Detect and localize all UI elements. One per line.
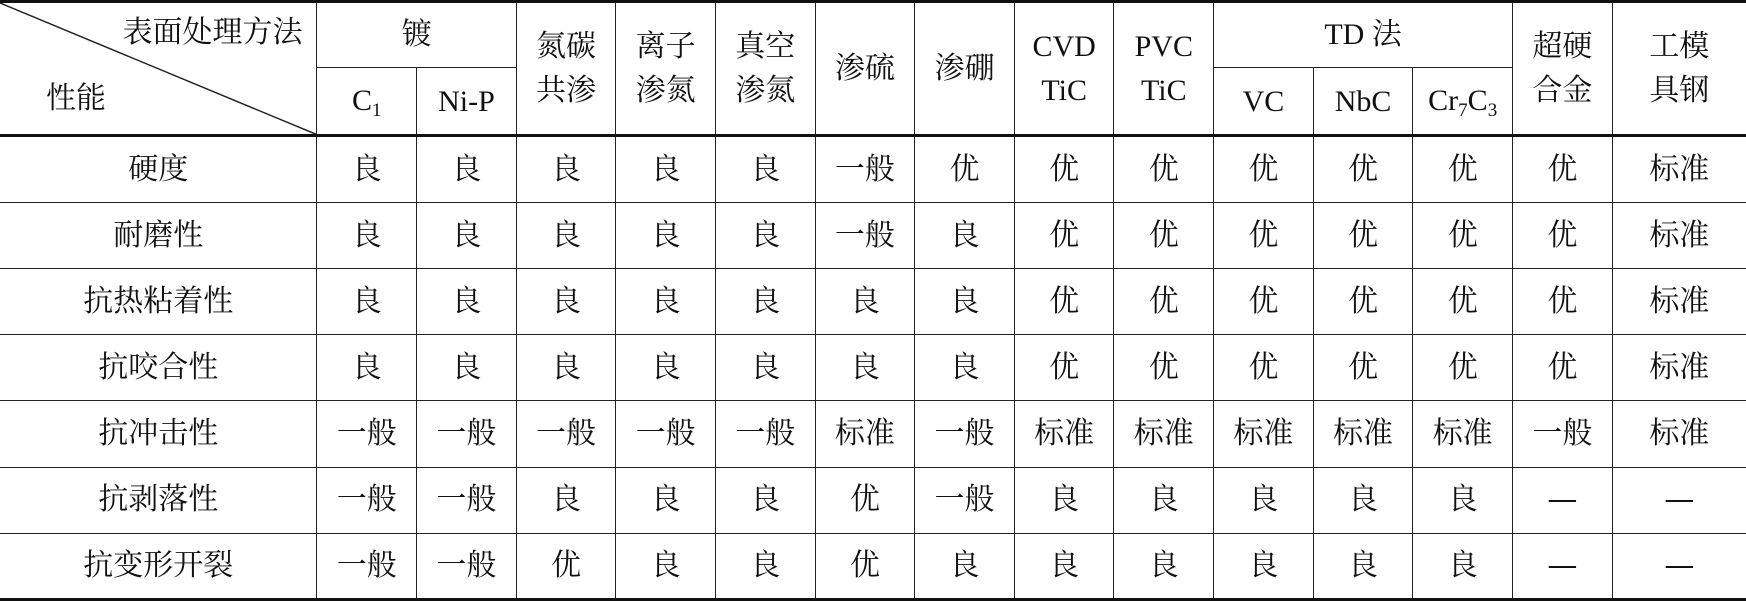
col-cvd-line1: CVD [1032, 30, 1096, 64]
row-label: 抗变形开裂 [0, 533, 317, 599]
row-label: 抗热粘着性 [0, 268, 317, 334]
col-cvd-tic [1014, 2, 1114, 136]
table-cell: 优 [1214, 335, 1314, 401]
table-cell: 良 [317, 335, 417, 401]
table-cell: 良 [1413, 467, 1513, 533]
col-cr7c3-sub7: 7 [1458, 99, 1468, 121]
table-cell: 良 [317, 136, 417, 202]
table-cell: 标准 [1313, 401, 1413, 467]
table-cell: 标准 [1114, 401, 1214, 467]
table-cell: 良 [317, 202, 417, 268]
table-cell: 一般 [616, 401, 716, 467]
col-pvc-line1: PVC [1134, 30, 1193, 64]
table-cell: 优 [516, 533, 616, 599]
col-c1-sub: 1 [372, 99, 382, 121]
col-cr7c3-sub3: 3 [1487, 99, 1498, 121]
table-cell: 良 [1014, 467, 1114, 533]
table-cell: 优 [1214, 202, 1314, 268]
table-cell: 良 [715, 335, 815, 401]
table-cell: 标准 [1014, 401, 1114, 467]
col-group-plating: 镀 [317, 2, 516, 68]
col-group-td: TD 法 [1214, 2, 1513, 68]
table-cell: — [1612, 533, 1746, 599]
table-cell: 良 [815, 268, 915, 334]
table-cell: 良 [1214, 467, 1314, 533]
table-cell: 优 [1413, 335, 1513, 401]
table-cell: — [1513, 533, 1613, 599]
col-ion-nitriding-line2: 渗氮 [635, 72, 696, 108]
table-cell: 一般 [417, 467, 517, 533]
table-cell: 优 [1014, 136, 1114, 202]
col-c1 [317, 68, 417, 136]
table-cell: 一般 [915, 401, 1015, 467]
col-carbide-line1: 超硬 [1532, 29, 1593, 65]
table-cell: 优 [1513, 335, 1613, 401]
table-cell: 良 [317, 268, 417, 334]
table-cell: 优 [1114, 202, 1214, 268]
col-carbide-line2: 合金 [1532, 72, 1593, 108]
col-boriding: 渗硼 [915, 2, 1015, 136]
col-cvd-line2: TiC [1041, 73, 1087, 107]
col-vacuum-nitriding-line1: 真空 [735, 29, 796, 65]
corner-property-label: 性能 [46, 80, 106, 116]
table-cell: 良 [915, 268, 1015, 334]
table-cell: 良 [1413, 533, 1513, 599]
table-cell: 良 [417, 136, 517, 202]
col-nbc: NbC [1313, 68, 1413, 136]
table-cell: 优 [1313, 136, 1413, 202]
table-cell: 优 [815, 467, 915, 533]
table-cell: 标准 [1612, 335, 1746, 401]
table-row [0, 136, 1746, 202]
col-pvc-tic [1114, 2, 1214, 136]
table-cell: 优 [1114, 335, 1214, 401]
col-tool-steel [1612, 2, 1746, 136]
col-cr7c3 [1413, 68, 1513, 136]
table-cell: 良 [616, 202, 716, 268]
table-cell: 良 [1313, 467, 1413, 533]
table-cell: 良 [616, 136, 716, 202]
table-cell: 一般 [317, 401, 417, 467]
table-cell: 良 [715, 202, 815, 268]
table-cell: 良 [1313, 533, 1413, 599]
table-cell: 良 [815, 335, 915, 401]
table-cell: 良 [715, 533, 815, 599]
table-cell: 优 [1214, 268, 1314, 334]
table-cell: 一般 [317, 467, 417, 533]
table-cell: 良 [516, 202, 616, 268]
table-cell: 良 [715, 467, 815, 533]
table-row [0, 533, 1746, 599]
table-cell: 良 [516, 268, 616, 334]
row-label: 抗冲击性 [0, 401, 317, 467]
col-carbonitriding-line2: 共渗 [536, 72, 597, 108]
table-cell: 优 [1114, 136, 1214, 202]
table-cell: 优 [1313, 268, 1413, 334]
table-row [0, 467, 1746, 533]
table-cell: 标准 [1612, 136, 1746, 202]
table-cell: 一般 [417, 533, 517, 599]
table-cell: 良 [616, 533, 716, 599]
table-cell: 良 [516, 335, 616, 401]
col-ion-nitriding-line1: 离子 [635, 29, 696, 65]
table-cell: 优 [915, 136, 1015, 202]
table-cell: 优 [1513, 136, 1613, 202]
table-body [0, 136, 1746, 600]
table-cell: 良 [616, 467, 716, 533]
col-tool-steel-line2: 具钢 [1649, 72, 1710, 108]
table-cell: 良 [1214, 533, 1314, 599]
table-cell: 优 [1313, 335, 1413, 401]
table-cell: 一般 [715, 401, 815, 467]
col-carbonitriding-line1: 氮碳 [536, 29, 597, 65]
table-row [0, 335, 1746, 401]
table-cell: 优 [1513, 268, 1613, 334]
table-cell: 优 [1114, 268, 1214, 334]
table-cell: 一般 [516, 401, 616, 467]
col-cemented-carbide [1513, 2, 1613, 136]
table-cell: 良 [715, 268, 815, 334]
col-vc: VC [1214, 68, 1314, 136]
table-cell: 良 [616, 335, 716, 401]
table-cell: 良 [417, 335, 517, 401]
table-cell: 优 [1513, 202, 1613, 268]
table-cell: 良 [516, 467, 616, 533]
col-c1-main: C [352, 83, 373, 117]
table-cell: 良 [915, 202, 1015, 268]
table-cell: — [1612, 467, 1746, 533]
table-cell: 一般 [915, 467, 1015, 533]
col-pvc-line2: TiC [1140, 73, 1187, 107]
row-label: 硬度 [0, 136, 317, 202]
table-cell: 优 [1014, 268, 1114, 334]
table-cell: 优 [1413, 136, 1513, 202]
corner-header-cell [0, 2, 317, 136]
corner-method-label: 表面处理方法 [122, 15, 303, 50]
table-cell: 一般 [317, 533, 417, 599]
table-cell: 标准 [1413, 401, 1513, 467]
col-ion-nitriding [616, 2, 716, 136]
row-label: 抗剥落性 [0, 467, 317, 533]
table-cell: 优 [815, 533, 915, 599]
col-sulfurizing: 渗硫 [815, 2, 915, 136]
table-cell: 良 [1114, 533, 1214, 599]
table-cell: 良 [1014, 533, 1114, 599]
row-label: 耐磨性 [0, 202, 317, 268]
table-cell: 标准 [1612, 401, 1746, 467]
table-cell: 良 [915, 533, 1015, 599]
table-cell: 良 [417, 268, 517, 334]
col-carbonitriding [516, 2, 616, 136]
table-cell: — [1513, 467, 1613, 533]
table-cell: 标准 [815, 401, 915, 467]
table-cell: 标准 [1612, 202, 1746, 268]
table-cell: 良 [1114, 467, 1214, 533]
table-cell: 良 [417, 202, 517, 268]
col-cr7c3-c: C [1467, 83, 1488, 117]
table-cell: 优 [1313, 202, 1413, 268]
table-cell: 标准 [1214, 401, 1314, 467]
table-cell: 标准 [1612, 268, 1746, 334]
table-cell: 优 [1413, 268, 1513, 334]
table-cell: 优 [1014, 202, 1114, 268]
col-nip: Ni-P [417, 68, 517, 136]
col-vacuum-nitriding [715, 2, 815, 136]
table-row [0, 268, 1746, 334]
table-cell: 一般 [815, 202, 915, 268]
table-cell: 良 [516, 136, 616, 202]
table-cell: 优 [1014, 335, 1114, 401]
table-row [0, 401, 1746, 467]
table-cell: 优 [1413, 202, 1513, 268]
table-cell: 优 [1214, 136, 1314, 202]
col-vacuum-nitriding-line2: 渗氮 [735, 72, 796, 108]
table-cell: 一般 [417, 401, 517, 467]
table-cell: 良 [616, 268, 716, 334]
table-cell: 一般 [1513, 401, 1613, 467]
table-cell: 良 [715, 136, 815, 202]
table-cell: 良 [915, 335, 1015, 401]
table-cell: 一般 [815, 136, 915, 202]
col-cr7c3-cr: Cr [1428, 83, 1459, 117]
table-row [0, 202, 1746, 268]
col-tool-steel-line1: 工模 [1649, 29, 1710, 65]
row-label: 抗咬合性 [0, 335, 317, 401]
